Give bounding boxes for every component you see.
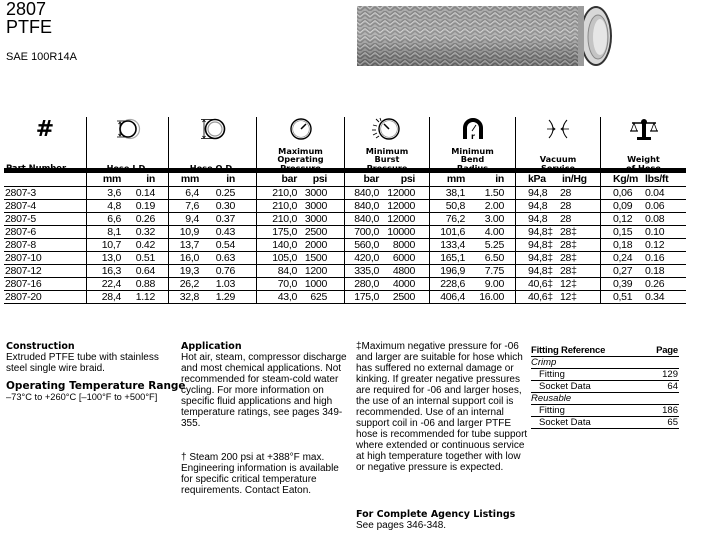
value-cell: 196,9 7.75 [429, 265, 515, 277]
header-weight-of-hose: Weight of Hose [600, 117, 686, 173]
value-cell: 13,0 0.51 [86, 252, 168, 264]
value-cell: 84,0 1200 [256, 265, 344, 277]
value-cell: 40,6‡ 12‡ [515, 291, 600, 303]
value-cell: 94,8‡ 28‡ [515, 239, 600, 251]
spec-table [4, 117, 686, 304]
value-cell: 0,27 0.18 [600, 265, 686, 277]
value-cell: 4,8 0.19 [86, 200, 168, 212]
value-cell: 9,4 0.37 [168, 213, 256, 225]
part-number-cell: 2807-8 [5, 239, 36, 251]
value-cell: 19,3 0.76 [168, 265, 256, 277]
value-cell: 13,7 0.54 [168, 239, 256, 251]
value-cell: 105,0 1500 [256, 252, 344, 264]
value-cell: 6,6 0.26 [86, 213, 168, 225]
value-cell: kPa in/Hg [515, 173, 600, 186]
value-cell: 406,4 16.00 [429, 291, 515, 303]
hose-od-icon [196, 117, 230, 143]
table-row [4, 200, 686, 213]
fitting-reference-table [531, 345, 679, 429]
value-cell: 133,4 5.25 [429, 239, 515, 251]
table-row [4, 291, 686, 304]
value-cell: 175,0 2500 [256, 226, 344, 238]
value-cell: 26,2 1.03 [168, 278, 256, 290]
part-number-cell: 2807-12 [5, 265, 42, 277]
value-cell: 50,8 2.00 [429, 200, 515, 212]
value-cell: 76,2 3.00 [429, 213, 515, 225]
value-cell: Kg/m lbs/ft [600, 173, 686, 186]
header-hose-od: Hose O.D. [168, 117, 256, 173]
part-number-cell: 2807-16 [5, 278, 42, 290]
product-title [6, 0, 52, 36]
value-cell: 16,0 0.63 [168, 252, 256, 264]
table-row [4, 265, 686, 278]
value-cell: bar psi [344, 173, 429, 186]
value-cell: mm in [429, 173, 515, 186]
value-cell: 280,0 4000 [344, 278, 429, 290]
value-cell: 560,0 8000 [344, 239, 429, 251]
value-cell: 32,8 1.29 [168, 291, 256, 303]
value-cell: 175,0 2500 [344, 291, 429, 303]
part-number-cell: 2807-20 [5, 291, 42, 303]
value-cell: 43,0 625 [256, 291, 344, 303]
value-cell: 3,6 0.14 [86, 187, 168, 199]
page-link[interactable]: 64 [667, 381, 678, 392]
value-cell: 40,6‡ 12‡ [515, 278, 600, 290]
value-cell: 10,9 0.43 [168, 226, 256, 238]
agency-heading: For Complete Agency Listings [356, 509, 516, 520]
fitting-reference-row: Fitting 186 [531, 405, 679, 417]
braided-hose-image [355, 3, 581, 69]
table-row [4, 252, 686, 265]
value-cell: 0,12 0.08 [600, 213, 686, 225]
bend-radius-icon [461, 117, 485, 143]
fitting-reference-row: Socket Data 64 [531, 381, 679, 393]
value-cell: 94,8 28 [515, 200, 600, 212]
value-cell: 840,0 12000 [344, 200, 429, 212]
table-row [4, 226, 686, 239]
temperature-section [6, 380, 206, 403]
application-heading: Application [181, 341, 242, 352]
value-cell: 0,24 0.16 [600, 252, 686, 264]
value-cell: 840,0 12000 [344, 187, 429, 199]
table-row [4, 278, 686, 291]
value-cell: 7,6 0.30 [168, 200, 256, 212]
value-cell: 22,4 0.88 [86, 278, 168, 290]
page-link[interactable]: 65 [667, 417, 678, 428]
construction-section [6, 341, 176, 374]
hash-icon: # [35, 117, 55, 142]
value-cell: 94,8‡ 28‡ [515, 265, 600, 277]
application-text: Hot air, steam, compressor discharge and most chemical applications. Not recommended for steam-cold water cycling. For more information on specific fluid applications and high temperature ratings, see pages 349-355. [181, 352, 347, 429]
part-number-cell: 2807-6 [5, 226, 36, 238]
table-row [4, 213, 686, 226]
value-cell: 8,1 0.32 [86, 226, 168, 238]
hose-end-icon [578, 3, 628, 69]
temperature-text: –73°C to +260°C [–100°F to +500°F] [6, 392, 158, 402]
value-cell: 335,0 4800 [344, 265, 429, 277]
svg-text:r: r [470, 132, 475, 141]
product-number: 2807 [6, 0, 47, 19]
header-hose-id: Hose I.D. [86, 117, 168, 173]
value-cell: 140,0 2000 [256, 239, 344, 251]
vacuum-icon [543, 117, 573, 143]
application-section [181, 341, 351, 429]
value-cell: 70,0 1000 [256, 278, 344, 290]
header-min-bend-radius: r Minimum Bend Radius [429, 117, 515, 173]
value-cell: 94,8‡ 28‡ [515, 252, 600, 264]
spec-table-header [4, 117, 686, 173]
steam-note: † Steam 200 psi at +388°F max. Engineering information is available for specific critical temperature requirements. Contact Eaton. [181, 452, 339, 496]
agency-section [356, 509, 531, 531]
value-cell: 165,1 6.50 [429, 252, 515, 264]
negative-pressure-note: ‡Maximum negative pressure for -06 and larger are suitable for hose which has suffered no external damage or kinking. If greater negative pressures are required for -06 and larger hoses, the use of an internal support coil is recommended. Use of an internal support coil in -06 and larger PTFE hose is recommended for tube support where extended or continuous service at high temperature together with low or negative pressure is expected. [356, 341, 528, 473]
fitting-reference-header: Fitting Reference Page [531, 345, 678, 356]
table-row [4, 187, 686, 200]
table-row [4, 239, 686, 252]
fitting-group-crimp: Crimp [531, 357, 679, 369]
value-cell: 420,0 6000 [344, 252, 429, 264]
value-cell: mm in [168, 173, 256, 186]
value-cell: 840,0 12000 [344, 213, 429, 225]
value-cell: 94,8 28 [515, 187, 600, 199]
value-cell: 6,4 0.25 [168, 187, 256, 199]
part-number-cell: 2807-3 [5, 187, 36, 199]
value-cell: 700,0 10000 [344, 226, 429, 238]
fitting-reference-row: Fitting 129 [531, 369, 679, 381]
value-cell: bar psi [256, 173, 344, 186]
value-cell: 0,39 0.26 [600, 278, 686, 290]
header-vacuum-service: Vacuum Service [515, 117, 600, 173]
value-cell: 0,15 0.10 [600, 226, 686, 238]
construction-heading: Construction [6, 341, 75, 352]
value-cell: 38,1 1.50 [429, 187, 515, 199]
value-cell: 0,06 0.04 [600, 187, 686, 199]
product-standard: SAE 100R14A [6, 51, 77, 63]
header-max-operating-pressure: Maximum Operating Pressure [256, 117, 344, 173]
hose-id-icon [111, 117, 145, 143]
units-row [4, 173, 686, 187]
scale-icon [629, 117, 659, 143]
value-cell: 210,0 3000 [256, 213, 344, 225]
part-number-cell: 2807-4 [5, 200, 36, 212]
page-link[interactable]: 129 [662, 369, 678, 380]
header-part-number: # Part Number [6, 117, 67, 173]
fitting-group-reusable: Reusable [531, 393, 679, 405]
value-cell: 28,4 1.12 [86, 291, 168, 303]
header-min-burst-pressure: Minimum Burst Pressure [344, 117, 429, 173]
value-cell: 0,51 0.34 [600, 291, 686, 303]
temperature-heading: Operating Temperature Range [6, 380, 186, 392]
value-cell: 0,09 0.06 [600, 200, 686, 212]
fitting-reference-row: Socket Data 65 [531, 417, 679, 429]
value-cell: 0,18 0.12 [600, 239, 686, 251]
value-cell: 10,7 0.42 [86, 239, 168, 251]
pressure-gauge-icon [287, 117, 315, 143]
product-name: PTFE [6, 17, 53, 37]
agency-text: See pages 346-348. [356, 520, 447, 531]
part-number-cell: 2807-10 [5, 252, 42, 264]
value-cell: 94,8‡ 28‡ [515, 226, 600, 238]
value-cell: 94,8 28 [515, 213, 600, 225]
value-cell: 210,0 3000 [256, 187, 344, 199]
construction-text: Extruded PTFE tube with stainless steel single wire braid. [6, 352, 159, 374]
page-link[interactable]: 186 [662, 405, 678, 416]
units-part-number [4, 173, 86, 186]
value-cell: mm in [86, 173, 168, 186]
value-cell: 101,6 4.00 [429, 226, 515, 238]
value-cell: 228,6 9.00 [429, 278, 515, 290]
part-number-cell: 2807-5 [5, 213, 36, 225]
burst-gauge-icon [370, 117, 404, 143]
value-cell: 210,0 3000 [256, 200, 344, 212]
value-cell: 16,3 0.64 [86, 265, 168, 277]
